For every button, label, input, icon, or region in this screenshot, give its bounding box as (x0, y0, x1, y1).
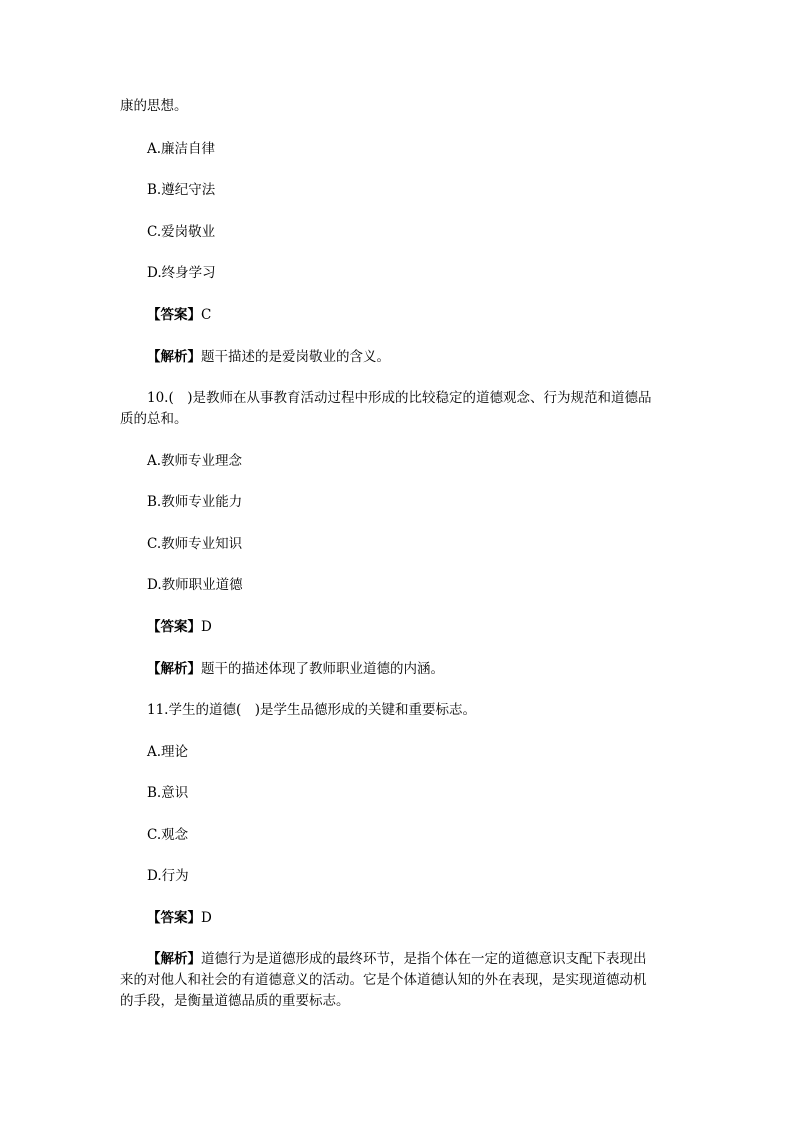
q9-analysis-label: 【解析】 (147, 349, 201, 365)
q11-option-a: A.理论 (147, 744, 189, 760)
q11-analysis-label: 【解析】 (147, 951, 201, 967)
q9-answer-label: 【答案】 (147, 307, 201, 323)
q9-answer-value: C (201, 307, 212, 323)
q10-analysis-label: 【解析】 (147, 661, 201, 677)
q10-stem-line-1: 10.( )是教师在从事教育活动过程中形成的比较稳定的道德观念、行为规范和道德品 (147, 390, 652, 406)
q11-answer-value: D (201, 910, 212, 926)
q11-analysis-line-1 (147, 949, 647, 970)
q10-option-a: A.教师专业理念 (147, 453, 243, 469)
q9-option-c: C.爱岗敬业 (147, 224, 216, 240)
q10-answer-label: 【答案】 (147, 619, 201, 635)
q11-analysis-text-1: 道德行为是道德形成的最终环节，是指个体在一定的道德意识支配下表现出 (201, 951, 647, 967)
q11-answer (147, 908, 212, 929)
q10-analysis (147, 659, 444, 680)
q9-option-a: A.廉洁自律 (147, 141, 216, 157)
q10-answer-value: D (201, 619, 212, 635)
q10-option-d: D.教师职业道德 (147, 577, 243, 593)
q10-option-c: C.教师专业知识 (147, 536, 243, 552)
q10-analysis-text: 题干的描述体现了教师职业道德的内涵。 (201, 661, 444, 677)
q11-option-b: B.意识 (147, 785, 189, 801)
q10-option-b: B.教师专业能力 (147, 494, 243, 510)
q11-option-d: D.行为 (147, 868, 189, 884)
q11-analysis-line-3: 的手段，是衡量道德品质的重要标志。 (120, 993, 350, 1009)
q10-stem-line-2: 质的总和。 (120, 411, 188, 427)
question-continuation: 康的思想。 (120, 98, 188, 114)
q10-answer (147, 617, 212, 638)
q9-option-d: D.终身学习 (147, 265, 216, 281)
q9-option-b: B.遵纪守法 (147, 182, 216, 198)
q11-analysis-line-2: 来的对他人和社会的有道德意义的活动。它是个体道德认知的外在表现，是实现道德动机 (120, 972, 647, 988)
q9-analysis (147, 347, 390, 368)
q11-option-c: C.观念 (147, 827, 189, 843)
q9-analysis-text: 题干描述的是爱岗敬业的含义。 (201, 349, 390, 365)
q11-stem: 11.学生的道德( )是学生品德形成的关键和重要标志。 (147, 702, 477, 718)
q11-answer-label: 【答案】 (147, 910, 201, 926)
q9-answer (147, 305, 211, 326)
